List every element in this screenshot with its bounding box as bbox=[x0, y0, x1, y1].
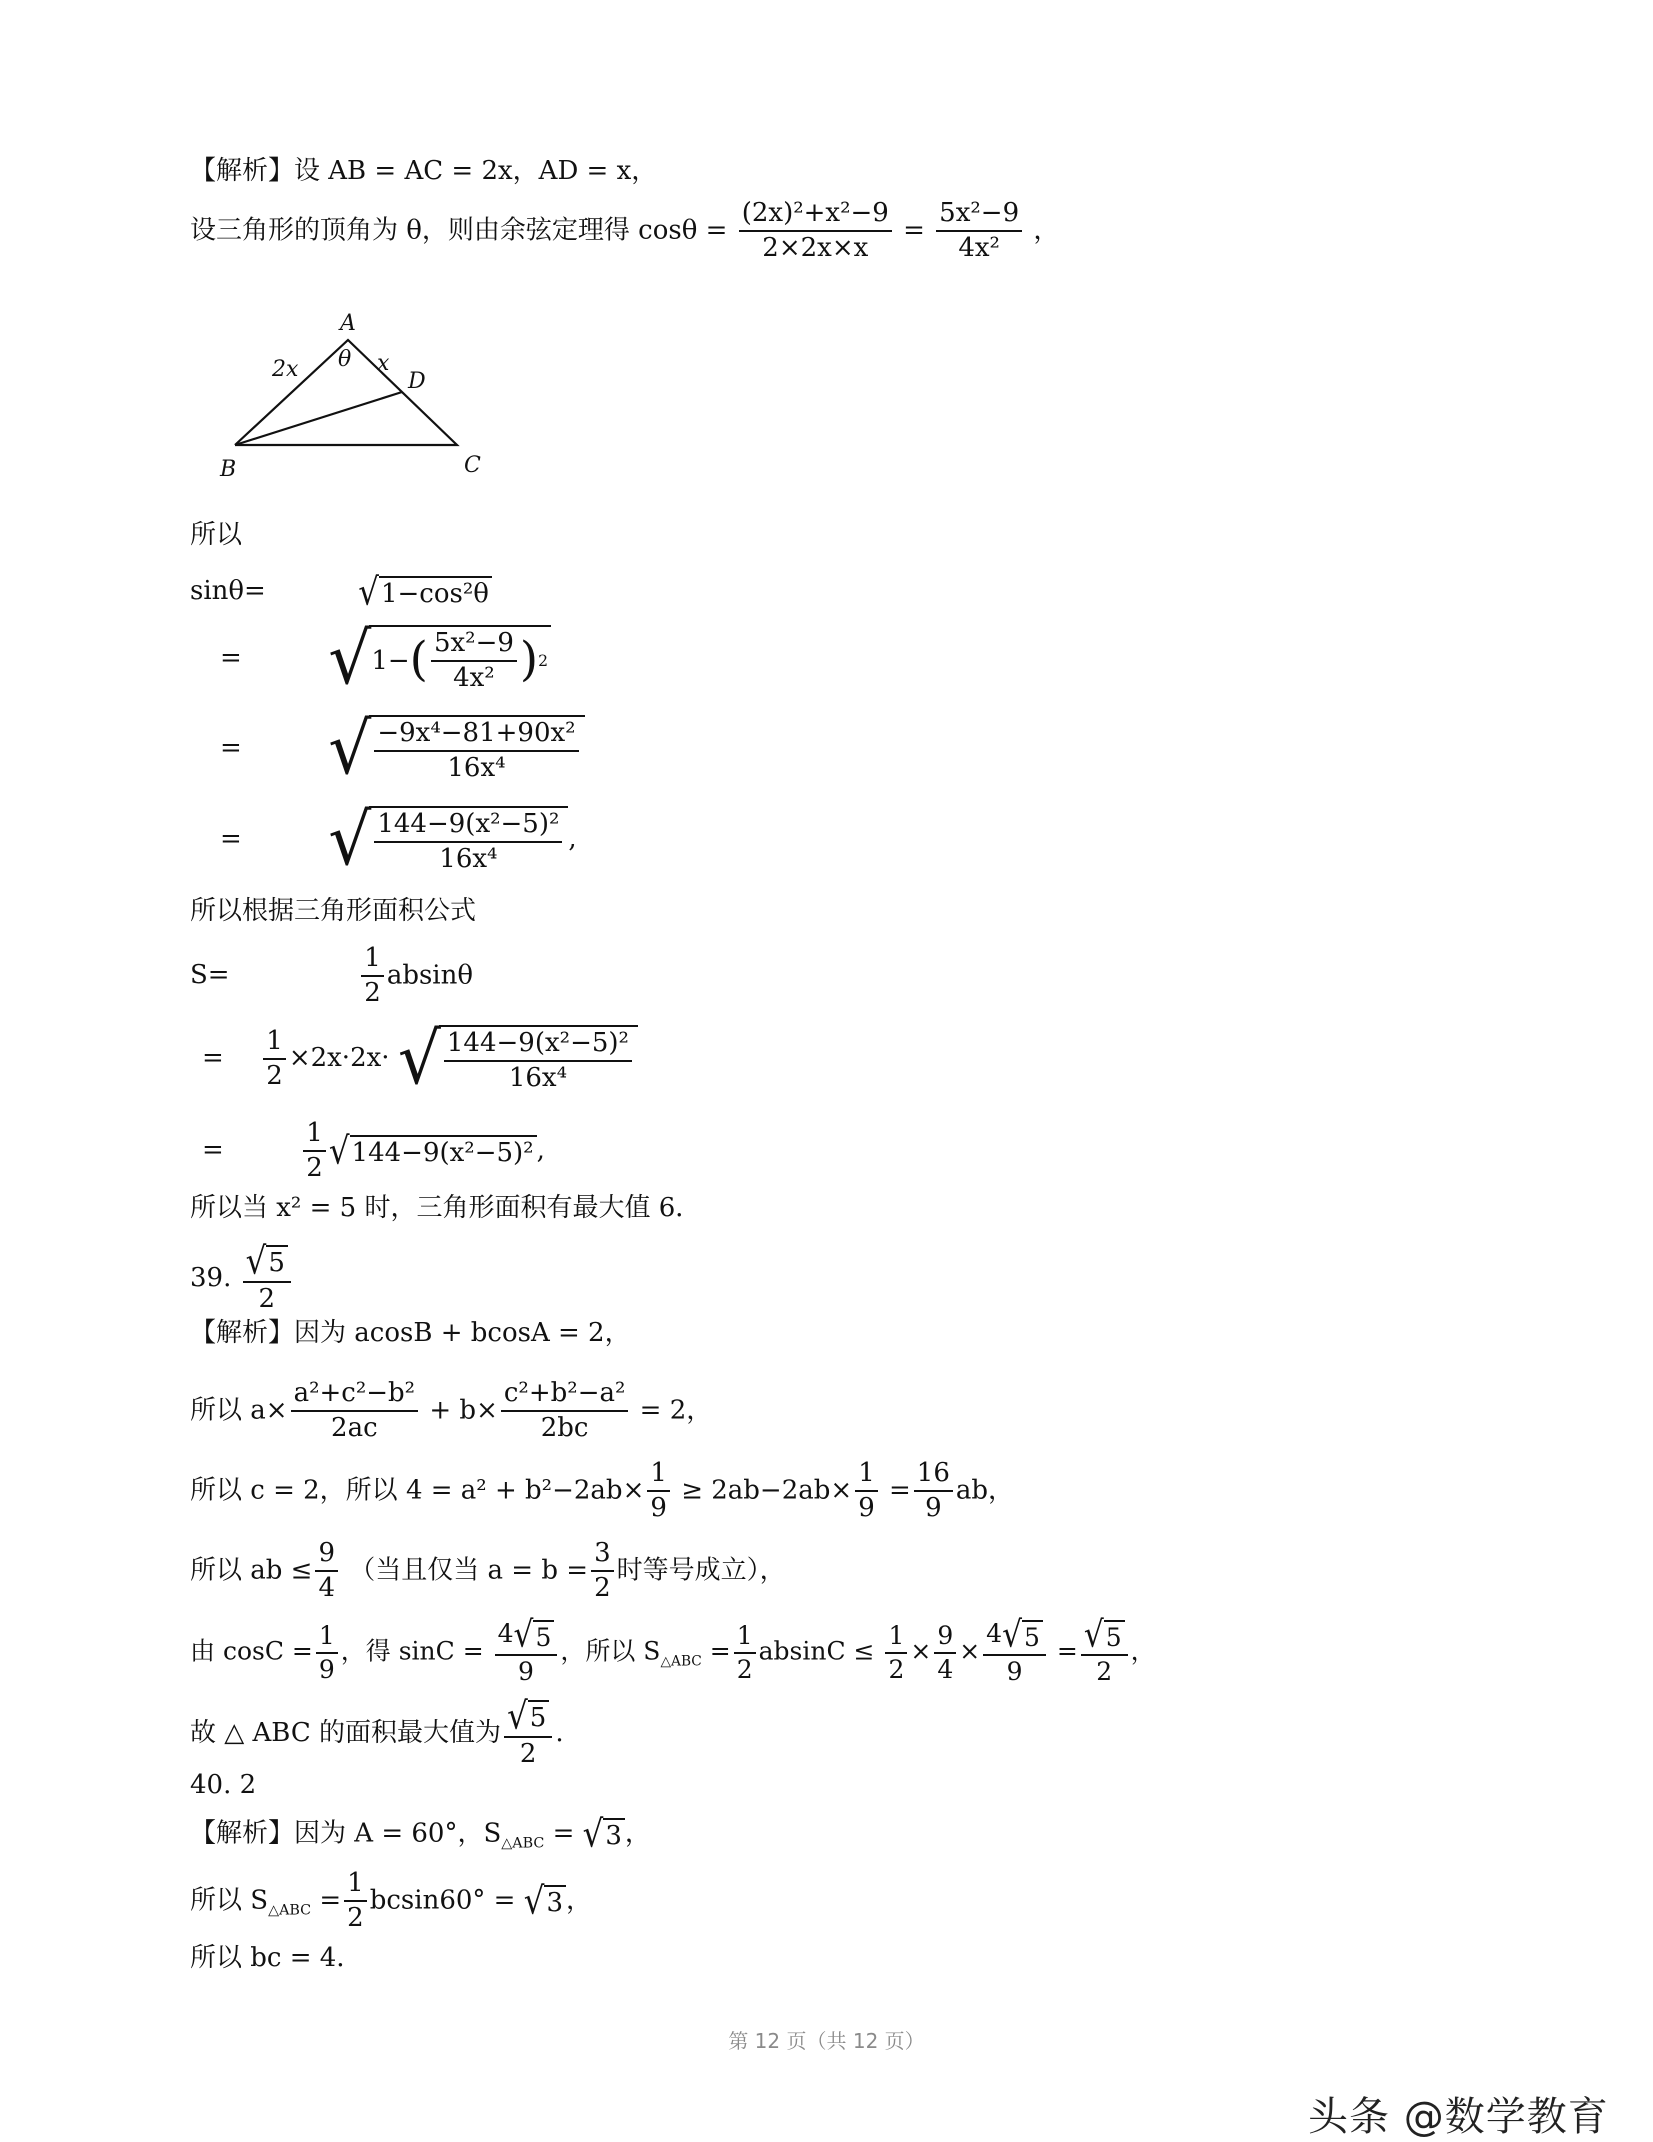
sin-row-4: = √ $\frac{\text{144−9(x²−5)²}}{\text{16x⁴}}$ , bbox=[220, 798, 577, 881]
fraction: $\frac{1}{9}$ bbox=[647, 1460, 670, 1523]
sqrt-expression: √ 144−9(x²−5)² bbox=[329, 1135, 537, 1168]
sin-row-2: = √ 1− ( $\frac{\text{5x²−9}}{\text{4x²}}$ ) 2 bbox=[190, 625, 551, 693]
vertex-b-label: B bbox=[220, 457, 237, 482]
sin-row-1: sinθ= √ 1−cos²θ bbox=[190, 576, 492, 609]
fraction: $\frac{\text{a²+c²−b²}}{2ac}$ bbox=[291, 1380, 419, 1443]
vertex-a-label: A bbox=[340, 311, 356, 336]
fraction: $\frac{\text{c²+b²−a²}}{2bc}$ bbox=[501, 1380, 629, 1443]
sqrt-expression: √ $\frac{\text{−9x⁴−81+90x²}}{\text{16x⁴}}$ bbox=[328, 715, 584, 783]
solution-39-line-1: 【解析】因为 acosB + bcosA = 2， bbox=[190, 1318, 631, 1348]
sin-row-3: = √ $\frac{\text{−9x⁴−81+90x²}}{\text{16x⁴}}$ bbox=[190, 715, 585, 783]
sqrt-expression: √ 1−cos²θ bbox=[358, 576, 492, 609]
fraction: $\frac{\text{(2x)²+x²−9}}{2\times 2x\times x}$ bbox=[739, 200, 892, 263]
fraction: √ 5 2 bbox=[504, 1700, 552, 1768]
fraction: $\frac{9}{4}$ bbox=[315, 1540, 338, 1603]
sqrt-expression: √ 1− ( $\frac{\text{5x²−9}}{\text{4x²}}$ ) 2 bbox=[328, 625, 551, 693]
question-39-answer: 39. √ 5 2 bbox=[190, 1245, 294, 1313]
fraction: $\frac{1}{2}$ bbox=[885, 1623, 907, 1684]
side-2x-label: 2x bbox=[272, 357, 299, 382]
max-value-line: 所以当 x² = 5 时，三角形面积有最大值 6． bbox=[190, 1193, 702, 1223]
cosine-law-line: 设三角形的顶角为 θ，则由余弦定理得 cosθ = $\frac{\text{(2x)²+x²−9}}{2\times 2x\times x}$ = $\frac{\text{5x²−9}}{\text{4x²}}$ ， bbox=[190, 198, 1060, 264]
fraction: $\frac{1}{9}$ bbox=[855, 1460, 878, 1523]
sqrt-expression: √ $\frac{\text{144−9(x²−5)²}}{\text{16x⁴}}$ bbox=[328, 806, 568, 874]
fraction: $\frac{1}{2}$ bbox=[361, 945, 384, 1008]
solution-40-line-1: 【解析】因为 A = 60°，$S_{\triangle ABC}$ = √ 3 ， bbox=[190, 1812, 651, 1856]
side-x-label: x bbox=[377, 351, 390, 376]
solution-line-1: 【解析】设 AB = AC = 2x，AD = x， bbox=[190, 156, 658, 186]
fraction: $\frac{1}{9}$ bbox=[316, 1623, 338, 1684]
solution-39-line-6: 故 △ ABC 的面积最大值为 √ 5 2 . bbox=[190, 1694, 564, 1769]
sqrt-expression: √ $\frac{\text{144−9(x²−5)²}}{\text{16x⁴}}$ bbox=[398, 1025, 638, 1093]
fraction: $\frac{1}{2}$ bbox=[344, 1870, 367, 1933]
theta-label: θ bbox=[338, 347, 352, 372]
fraction: $\frac{16}{9}$ bbox=[914, 1460, 953, 1523]
fraction: $\frac{1}{2}$ bbox=[303, 1120, 326, 1183]
fraction: $\frac{\text{5x²−9}}{\text{4x²}}$ bbox=[936, 200, 1022, 263]
fraction: $\frac{3}{2}$ bbox=[591, 1540, 614, 1603]
area-row-1: S= $\frac{1}{2}$ absinθ bbox=[190, 943, 474, 1009]
solution-39-line-3: 所以 c = 2，所以 4 = a² + b²−2ab× $\frac{1}{9}$ ≥ 2ab−2ab× $\frac{1}{9}$ = $\frac{16}{9}$ ab， bbox=[190, 1458, 1015, 1524]
fraction: √ 5 2 bbox=[1081, 1620, 1128, 1686]
vertex-d-label: D bbox=[408, 369, 426, 394]
sqrt-expression: √ 3 bbox=[524, 1885, 566, 1918]
solution-39-line-2: 所以 a× $\frac{\text{a²+c²−b²}}{2ac}$ + b× $\frac{\text{c²+b²−a²}}{2bc}$ = 2， bbox=[190, 1378, 713, 1444]
question-40-answer: 40. 2 bbox=[190, 1770, 257, 1800]
sqrt-expression: √ 3 bbox=[583, 1818, 625, 1851]
fraction: $\frac{1}{2}$ bbox=[734, 1623, 756, 1684]
solution-40-line-3: 所以 bc = 4． bbox=[190, 1943, 363, 1973]
page-footer: 第 12 页（共 12 页） bbox=[728, 2029, 925, 2053]
text-line: 所以根据三角形面积公式 bbox=[190, 896, 477, 926]
fraction: 4 √ 5 9 bbox=[495, 1620, 558, 1686]
solution-39-line-4: 所以 ab ≤ $\frac{9}{4}$ （当且仅当 a = b = $\frac{3}{2}$ 时等号成立）， bbox=[190, 1538, 786, 1604]
fraction: √ 5 2 bbox=[243, 1245, 291, 1313]
solution-40-line-2: 所以 $S_{\triangle ABC}$ = $\frac{1}{2}$ bcsin60° = √ 3 ， bbox=[190, 1868, 593, 1934]
watermark: 头条 @数学教育 bbox=[1308, 2094, 1609, 2140]
fraction: $\frac{1}{2}$ bbox=[263, 1028, 286, 1091]
solution-39-line-5: 由 cosC = $\frac{1}{9}$ ，得 sinC = 4 √ 5 9 ，所以 $S_{\triangle ABC}$ = $\frac{1}{2}$ absinC ≤ $\frac{1}{2}$ × $\frac{9}{4}$ × 4 √ 5 9 = √ 5 2 ， bbox=[190, 1614, 1156, 1687]
area-row-3: = $\frac{1}{2}$ √ 144−9(x²−5)² , bbox=[202, 1118, 545, 1184]
fraction: 4 √ 5 9 bbox=[983, 1620, 1046, 1686]
analysis-tag: 【解析】 bbox=[190, 156, 295, 186]
fraction: $\frac{9}{4}$ bbox=[934, 1623, 956, 1684]
triangle-figure bbox=[200, 300, 500, 490]
area-row-2: = $\frac{1}{2}$ ×2x·2x· √ $\frac{\text{144−9(x²−5)²}}{\text{16x⁴}}$ bbox=[190, 1025, 638, 1093]
vertex-c-label: C bbox=[464, 453, 481, 478]
text-line: 所以 bbox=[190, 520, 243, 550]
